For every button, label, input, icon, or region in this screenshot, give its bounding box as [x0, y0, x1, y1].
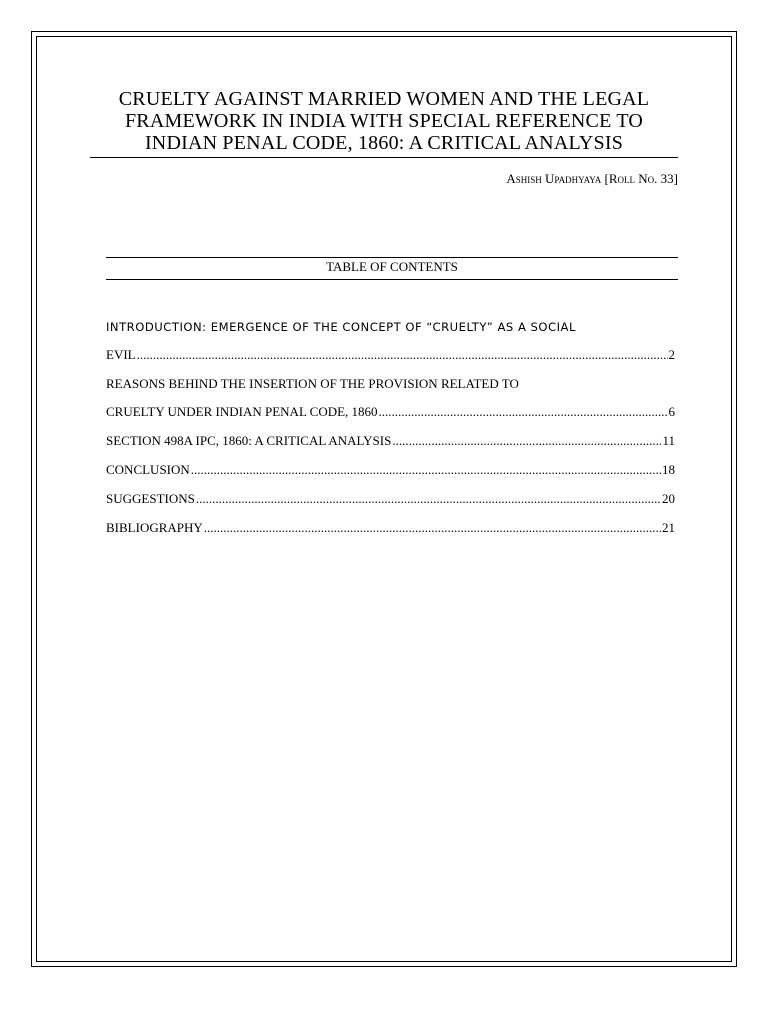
dot-leader	[137, 346, 668, 364]
toc-entry-title: BIBLIOGRAPHY	[106, 520, 203, 535]
dot-leader	[379, 403, 668, 421]
author-line: Ashish Upadhyaya [Roll No. 33]	[506, 171, 678, 186]
dot-leader	[392, 432, 661, 450]
toc-entry-conclusion[interactable]	[106, 461, 675, 479]
toc-heading: TABLE OF CONTENTS	[326, 259, 458, 274]
dot-leader	[204, 519, 661, 537]
title-line-3: INDIAN PENAL CODE, 1860: A CRITICAL ANALYSIS	[144, 132, 624, 154]
title-line-2: FRAMEWORK IN INDIA WITH SPECIAL REFERENCE TO	[124, 110, 644, 132]
toc-entry-title: INTRODUCTION: EMERGENCE OF THE CONCEPT OF “CRUELTY” AS A SOCIAL	[106, 320, 576, 334]
toc-entry-reasons[interactable]	[106, 375, 675, 421]
title-line-1: CRUELTY AGAINST MARRIED WOMEN AND THE LEGAL	[118, 88, 650, 110]
toc-entry-title: CONCLUSION	[106, 462, 190, 477]
dot-leader	[196, 490, 661, 508]
toc-entry-bibliography[interactable]	[106, 519, 675, 537]
toc-entry-title: SUGGESTIONS	[106, 491, 195, 506]
toc-entry-title: REASONS BEHIND THE INSERTION OF THE PROVISION RELATED TO	[106, 376, 519, 391]
toc-entry-section-498a[interactable]	[106, 432, 675, 450]
toc-entry-title-cont: CRUELTY UNDER INDIAN PENAL CODE, 1860	[106, 404, 378, 419]
toc-top-rule	[106, 257, 678, 258]
toc-entry-suggestions[interactable]	[106, 490, 675, 508]
title-underline	[90, 157, 678, 158]
dot-leader	[191, 461, 661, 479]
toc-page-number: 21	[662, 520, 675, 535]
toc-entry-title: SECTION 498A IPC, 1860: A CRITICAL ANALYSIS	[106, 433, 392, 448]
toc-bottom-rule	[106, 279, 678, 280]
document-title	[90, 88, 678, 154]
toc-page-number: 20	[662, 491, 675, 506]
toc-page-number: 11	[662, 433, 675, 448]
toc-entry-title-cont: EVIL	[106, 347, 136, 362]
toc-page-number: 18	[662, 462, 675, 477]
table-of-contents	[106, 318, 675, 537]
toc-entry-introduction[interactable]	[106, 318, 675, 364]
toc-page-number: 2	[668, 347, 675, 362]
toc-page-number: 6	[668, 404, 675, 419]
